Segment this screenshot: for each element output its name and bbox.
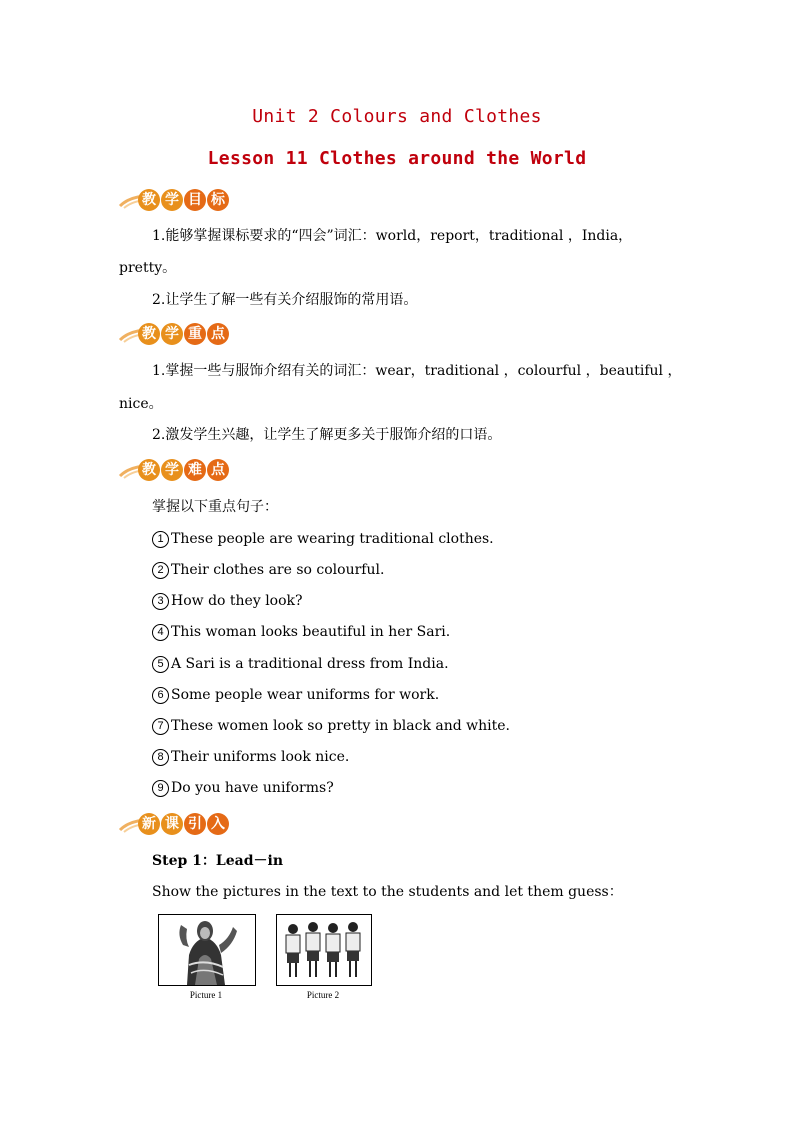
key-sentence <box>152 622 450 642</box>
circled-number: 6 <box>152 687 169 704</box>
picture-2-children-in-uniforms <box>276 914 372 986</box>
unit-title: Unit 2 Colours and Clothes <box>252 106 542 127</box>
objective-1-line2: pretty。 <box>119 260 177 276</box>
objective-2: 2.让学生了解一些有关介绍服饰的常用语。 <box>152 292 418 308</box>
key-point-1-line2: nice。 <box>119 396 163 412</box>
section-badge-objectives <box>118 186 228 214</box>
badge-char: 入 <box>207 813 229 835</box>
sentence-text: This woman looks beautiful in her Sari. <box>171 624 451 640</box>
key-sentence <box>152 778 334 798</box>
step-heading: Step 1：Lead－in <box>152 853 283 869</box>
difficulties-intro: 掌握以下重点句子： <box>152 499 278 515</box>
circled-number: 7 <box>152 718 169 735</box>
badge-char: 教 <box>138 323 160 345</box>
sentence-text: Their clothes are so colourful. <box>171 562 385 578</box>
badge-char: 学 <box>161 459 183 481</box>
circled-number: 3 <box>152 593 169 610</box>
badge-char: 点 <box>207 459 229 481</box>
lesson-title: Lesson 11 Clothes around the World <box>207 148 587 169</box>
badge-char: 目 <box>184 189 206 211</box>
circled-number: 4 <box>152 624 169 641</box>
sentence-text: A Sari is a traditional dress from India. <box>171 656 449 672</box>
key-point-1-line1: 1.掌握一些与服饰介绍有关的词汇：wear，traditional ，colourful ，beautiful ， <box>152 363 682 379</box>
step-instruction: Show the pictures in the text to the students and let them guess： <box>152 884 623 900</box>
section-badge-new-lesson <box>118 810 228 838</box>
badge-char: 教 <box>138 459 160 481</box>
sentence-text: Some people wear uniforms for work. <box>171 687 440 703</box>
sentence-text: Do you have uniforms? <box>171 780 334 796</box>
circled-number: 5 <box>152 656 169 673</box>
badge-char: 课 <box>161 813 183 835</box>
uniform-children-illustration <box>277 915 371 985</box>
sari-woman-illustration <box>159 915 255 985</box>
key-sentence <box>152 685 439 705</box>
picture-1-woman-in-sari <box>158 914 256 986</box>
badge-char: 标 <box>207 189 229 211</box>
key-sentence <box>152 529 494 549</box>
picture-1-caption: Picture 1 <box>189 990 223 1000</box>
badge-char: 学 <box>161 189 183 211</box>
circled-number: 9 <box>152 780 169 797</box>
circled-number: 2 <box>152 562 169 579</box>
key-sentence <box>152 716 510 736</box>
key-point-2: 2.激发学生兴趣，让学生了解更多关于服饰介绍的口语。 <box>152 427 502 443</box>
key-sentence <box>152 654 449 674</box>
badge-char: 难 <box>184 459 206 481</box>
sentence-text: These women look so pretty in black and white. <box>171 718 511 734</box>
badge-char: 学 <box>161 323 183 345</box>
sentence-text: How do they look? <box>171 593 303 609</box>
badge-char: 新 <box>138 813 160 835</box>
badge-char: 引 <box>184 813 206 835</box>
sentence-text: These people are wearing traditional clothes. <box>171 531 494 547</box>
badge-char: 重 <box>184 323 206 345</box>
circled-number: 8 <box>152 749 169 766</box>
key-sentence <box>152 747 349 767</box>
badge-char: 点 <box>207 323 229 345</box>
section-badge-difficulties <box>118 456 228 484</box>
sentence-text: Their uniforms look nice. <box>171 749 350 765</box>
objective-1-line1: 1.能够掌握课标要求的“四会”词汇：world，report，traditional ，India， <box>152 228 633 244</box>
circled-number: 1 <box>152 531 169 548</box>
badge-char: 教 <box>138 189 160 211</box>
key-sentence <box>152 560 384 580</box>
picture-2-caption: Picture 2 <box>306 990 340 1000</box>
key-sentence <box>152 591 303 611</box>
section-badge-key-points <box>118 320 228 348</box>
